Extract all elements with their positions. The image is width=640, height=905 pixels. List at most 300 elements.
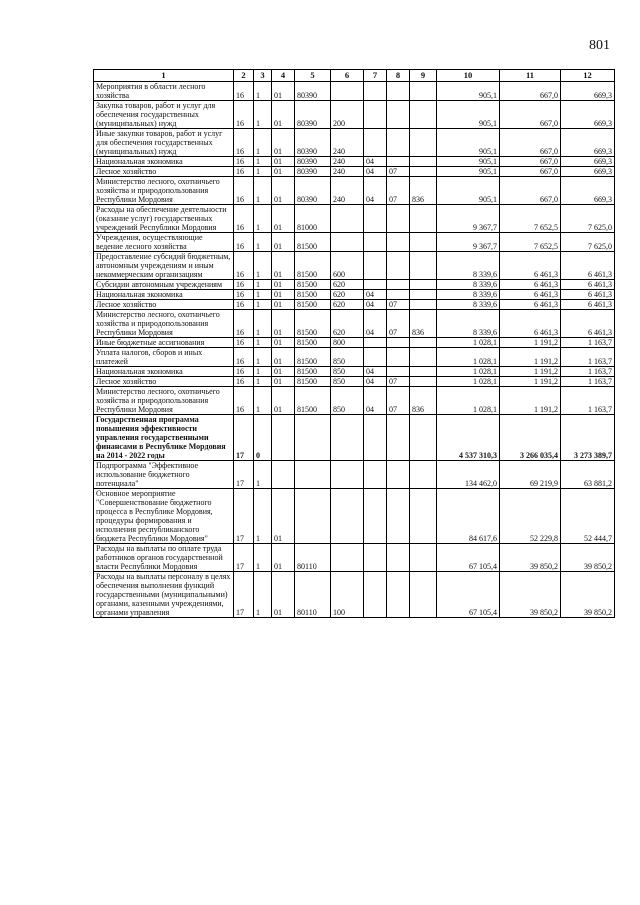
row-value-cell xyxy=(331,205,364,233)
row-value-cell: 3 273 389,7 xyxy=(561,415,615,461)
row-value-cell: 1 163,7 xyxy=(561,338,615,348)
row-value-cell xyxy=(364,338,387,348)
row-value-cell: 63 881,2 xyxy=(561,461,615,489)
row-value-cell: 1 163,7 xyxy=(561,367,615,377)
row-value-cell: 17 xyxy=(234,489,254,544)
row-name-cell: Расходы на выплаты персоналу в целях обеспечения выполнения функций государственными (муниципальными) органами, казенными учреждениями, органами управления xyxy=(94,572,234,618)
table-body xyxy=(94,82,615,618)
row-value-cell: 81500 xyxy=(295,233,331,252)
row-value-cell xyxy=(387,233,410,252)
row-value-cell: 04 xyxy=(364,177,387,205)
row-value-cell: 01 xyxy=(272,280,295,290)
row-value-cell: 667,0 xyxy=(500,82,561,101)
row-value-cell: 667,0 xyxy=(500,129,561,157)
row-value-cell: 04 xyxy=(364,157,387,167)
row-value-cell xyxy=(410,300,437,310)
row-value-cell xyxy=(387,157,410,167)
column-header: 7 xyxy=(364,70,387,82)
row-value-cell: 1 xyxy=(254,461,272,489)
row-name-cell: Закупка товаров, работ и услуг для обеспечения государственных (муниципальных) нужд xyxy=(94,101,234,129)
row-value-cell: 01 xyxy=(272,129,295,157)
row-value-cell xyxy=(364,415,387,461)
row-value-cell: 17 xyxy=(234,461,254,489)
row-value-cell xyxy=(410,489,437,544)
row-value-cell: 80390 xyxy=(295,82,331,101)
row-value-cell: 667,0 xyxy=(500,157,561,167)
row-value-cell xyxy=(364,489,387,544)
column-header: 2 xyxy=(234,70,254,82)
row-value-cell: 81500 xyxy=(295,338,331,348)
row-name-cell: Национальная экономика xyxy=(94,290,234,300)
table-row xyxy=(94,205,615,233)
row-value-cell: 52 444,7 xyxy=(561,489,615,544)
row-value-cell: 1 191,2 xyxy=(500,367,561,377)
row-value-cell: 836 xyxy=(410,177,437,205)
row-value-cell xyxy=(410,290,437,300)
table-row xyxy=(94,572,615,618)
row-value-cell: 240 xyxy=(331,177,364,205)
table-row xyxy=(94,415,615,461)
row-value-cell: 16 xyxy=(234,280,254,290)
row-value-cell: 669,3 xyxy=(561,129,615,157)
row-value-cell: 80390 xyxy=(295,129,331,157)
row-value-cell: 01 xyxy=(272,367,295,377)
row-value-cell: 81500 xyxy=(295,377,331,387)
column-header: 11 xyxy=(500,70,561,82)
row-value-cell: 6 461,3 xyxy=(500,280,561,290)
table-row xyxy=(94,157,615,167)
row-value-cell xyxy=(387,338,410,348)
row-value-cell xyxy=(410,544,437,572)
row-value-cell xyxy=(387,280,410,290)
row-name-cell: Лесное хозяйство xyxy=(94,377,234,387)
table-row xyxy=(94,167,615,177)
row-value-cell: 905,1 xyxy=(437,82,500,101)
row-value-cell: 67 105,4 xyxy=(437,544,500,572)
row-value-cell: 667,0 xyxy=(500,177,561,205)
row-value-cell xyxy=(410,348,437,367)
row-value-cell xyxy=(410,101,437,129)
row-value-cell: 669,3 xyxy=(561,157,615,167)
row-value-cell: 39 850,2 xyxy=(561,544,615,572)
row-value-cell: 1 xyxy=(254,367,272,377)
row-name-cell: Учреждения, осуществляющие ведение лесного хозяйства xyxy=(94,233,234,252)
row-value-cell: 1 xyxy=(254,101,272,129)
row-name-cell: Министерство лесного, охотничьего хозяйства и природопользования Республики Мордовия xyxy=(94,177,234,205)
row-value-cell: 1 xyxy=(254,157,272,167)
row-value-cell xyxy=(331,233,364,252)
column-header: 3 xyxy=(254,70,272,82)
row-name-cell: Расходы на обеспечение деятельности (оказание услуг) государственных учреждений Республики Мордовия xyxy=(94,205,234,233)
row-value-cell: 80390 xyxy=(295,157,331,167)
row-value-cell: 01 xyxy=(272,82,295,101)
row-value-cell xyxy=(364,280,387,290)
row-value-cell: 1 028,1 xyxy=(437,377,500,387)
row-value-cell xyxy=(387,367,410,377)
row-name-cell: Расходы на выплаты по оплате труда работников органов государственной власти Республики Мордовия xyxy=(94,544,234,572)
row-value-cell: 1 xyxy=(254,544,272,572)
row-value-cell: 1 xyxy=(254,572,272,618)
row-value-cell: 16 xyxy=(234,177,254,205)
row-value-cell: 04 xyxy=(364,290,387,300)
row-name-cell: Лесное хозяйство xyxy=(94,167,234,177)
row-value-cell xyxy=(387,205,410,233)
column-header: 9 xyxy=(410,70,437,82)
row-value-cell: 81500 xyxy=(295,300,331,310)
row-value-cell: 39 850,2 xyxy=(561,572,615,618)
row-value-cell: 620 xyxy=(331,290,364,300)
row-value-cell: 1 xyxy=(254,310,272,338)
row-value-cell xyxy=(387,101,410,129)
column-header: 10 xyxy=(437,70,500,82)
row-value-cell: 1 xyxy=(254,348,272,367)
row-value-cell xyxy=(387,252,410,280)
row-value-cell: 01 xyxy=(272,252,295,280)
row-value-cell: 134 462,0 xyxy=(437,461,500,489)
row-value-cell: 100 xyxy=(331,572,364,618)
table-row xyxy=(94,177,615,205)
row-value-cell: 16 xyxy=(234,129,254,157)
row-value-cell xyxy=(364,82,387,101)
table-row xyxy=(94,252,615,280)
row-value-cell xyxy=(387,82,410,101)
row-value-cell: 836 xyxy=(410,387,437,415)
row-value-cell: 04 xyxy=(364,377,387,387)
table-row xyxy=(94,348,615,367)
row-value-cell: 01 xyxy=(272,348,295,367)
row-value-cell: 81500 xyxy=(295,367,331,377)
row-value-cell: 1 163,7 xyxy=(561,387,615,415)
row-value-cell xyxy=(331,489,364,544)
row-value-cell: 01 xyxy=(272,167,295,177)
row-value-cell xyxy=(410,167,437,177)
table-row xyxy=(94,233,615,252)
row-value-cell: 80110 xyxy=(295,544,331,572)
row-value-cell xyxy=(295,415,331,461)
row-value-cell: 81500 xyxy=(295,348,331,367)
row-value-cell xyxy=(364,461,387,489)
row-value-cell: 04 xyxy=(364,387,387,415)
row-value-cell: 17 xyxy=(234,415,254,461)
row-value-cell xyxy=(410,82,437,101)
row-name-cell: Основное мероприятие "Совершенствование бюджетного процесса в Республике Мордовия, процедуры формирования и исполнения республиканского бюджета Республики Мордовия" xyxy=(94,489,234,544)
column-header: 4 xyxy=(272,70,295,82)
row-value-cell: 905,1 xyxy=(437,167,500,177)
row-value-cell xyxy=(331,415,364,461)
row-value-cell: 1 163,7 xyxy=(561,377,615,387)
row-value-cell xyxy=(364,205,387,233)
row-value-cell: 16 xyxy=(234,348,254,367)
row-value-cell xyxy=(295,489,331,544)
row-value-cell: 8 339,6 xyxy=(437,252,500,280)
row-value-cell xyxy=(295,461,331,489)
row-value-cell: 9 367,7 xyxy=(437,233,500,252)
row-value-cell: 850 xyxy=(331,387,364,415)
row-value-cell xyxy=(410,233,437,252)
row-value-cell: 81500 xyxy=(295,280,331,290)
table-row xyxy=(94,300,615,310)
row-value-cell: 07 xyxy=(387,167,410,177)
row-value-cell: 67 105,4 xyxy=(437,572,500,618)
row-value-cell: 1 028,1 xyxy=(437,367,500,377)
table-row xyxy=(94,367,615,377)
row-value-cell: 01 xyxy=(272,489,295,544)
row-value-cell: 01 xyxy=(272,290,295,300)
row-value-cell: 669,3 xyxy=(561,101,615,129)
row-value-cell xyxy=(364,101,387,129)
column-header: 12 xyxy=(561,70,615,82)
header-row xyxy=(94,70,615,82)
row-value-cell: 1 xyxy=(254,300,272,310)
row-value-cell: 600 xyxy=(331,252,364,280)
column-header: 1 xyxy=(94,70,234,82)
row-value-cell: 01 xyxy=(272,101,295,129)
row-value-cell xyxy=(272,415,295,461)
row-value-cell: 01 xyxy=(272,157,295,167)
row-value-cell: 6 461,3 xyxy=(561,280,615,290)
row-value-cell: 1 xyxy=(254,377,272,387)
row-name-cell: Министерство лесного, охотничьего хозяйства и природопользования Республики Мордовия xyxy=(94,387,234,415)
row-value-cell: 39 850,2 xyxy=(500,572,561,618)
row-value-cell: 16 xyxy=(234,310,254,338)
row-value-cell: 6 461,3 xyxy=(500,290,561,300)
row-value-cell xyxy=(387,290,410,300)
row-value-cell: 240 xyxy=(331,129,364,157)
row-value-cell: 1 xyxy=(254,489,272,544)
row-value-cell: 04 xyxy=(364,300,387,310)
row-value-cell: 4 537 310,3 xyxy=(437,415,500,461)
table-row xyxy=(94,387,615,415)
row-value-cell xyxy=(387,489,410,544)
row-value-cell: 6 461,3 xyxy=(500,310,561,338)
row-value-cell: 39 850,2 xyxy=(500,544,561,572)
row-value-cell: 80390 xyxy=(295,177,331,205)
row-value-cell: 7 652,5 xyxy=(500,233,561,252)
row-value-cell xyxy=(331,461,364,489)
row-value-cell: 1 xyxy=(254,280,272,290)
row-value-cell: 81000 xyxy=(295,205,331,233)
row-value-cell xyxy=(410,461,437,489)
row-value-cell xyxy=(331,544,364,572)
row-value-cell: 07 xyxy=(387,377,410,387)
row-value-cell xyxy=(364,252,387,280)
row-value-cell: 8 339,6 xyxy=(437,300,500,310)
row-value-cell: 905,1 xyxy=(437,177,500,205)
row-value-cell: 240 xyxy=(331,157,364,167)
row-value-cell: 669,3 xyxy=(561,82,615,101)
column-header: 8 xyxy=(387,70,410,82)
page-number: 801 xyxy=(589,38,610,53)
row-value-cell: 1 191,2 xyxy=(500,348,561,367)
row-value-cell: 240 xyxy=(331,167,364,177)
column-header: 6 xyxy=(331,70,364,82)
row-value-cell: 620 xyxy=(331,280,364,290)
row-value-cell: 620 xyxy=(331,300,364,310)
row-value-cell: 836 xyxy=(410,310,437,338)
row-value-cell xyxy=(410,280,437,290)
row-value-cell: 1 191,2 xyxy=(500,377,561,387)
row-value-cell: 80390 xyxy=(295,167,331,177)
table-row xyxy=(94,310,615,338)
row-name-cell: Министерство лесного, охотничьего хозяйства и природопользования Республики Мордовия xyxy=(94,310,234,338)
row-value-cell: 81500 xyxy=(295,252,331,280)
row-value-cell: 0 xyxy=(254,415,272,461)
table-row xyxy=(94,280,615,290)
row-value-cell: 16 xyxy=(234,252,254,280)
row-value-cell: 1 xyxy=(254,205,272,233)
row-value-cell xyxy=(410,338,437,348)
row-value-cell: 850 xyxy=(331,367,364,377)
row-value-cell: 6 461,3 xyxy=(561,290,615,300)
row-value-cell: 620 xyxy=(331,310,364,338)
row-value-cell: 1 xyxy=(254,290,272,300)
row-value-cell: 7 652,5 xyxy=(500,205,561,233)
row-name-cell: Субсидии автономным учреждениям xyxy=(94,280,234,290)
row-value-cell xyxy=(410,157,437,167)
row-value-cell xyxy=(387,348,410,367)
budget-table xyxy=(93,69,615,618)
row-value-cell: 6 461,3 xyxy=(500,252,561,280)
table-row xyxy=(94,461,615,489)
row-value-cell: 69 219,9 xyxy=(500,461,561,489)
row-value-cell: 1 191,2 xyxy=(500,338,561,348)
row-value-cell xyxy=(364,233,387,252)
row-value-cell xyxy=(387,129,410,157)
row-value-cell: 17 xyxy=(234,572,254,618)
table-row xyxy=(94,82,615,101)
row-value-cell: 04 xyxy=(364,310,387,338)
row-value-cell: 16 xyxy=(234,338,254,348)
row-value-cell: 1 028,1 xyxy=(437,338,500,348)
row-value-cell: 1 xyxy=(254,387,272,415)
row-value-cell xyxy=(410,252,437,280)
row-value-cell: 1 028,1 xyxy=(437,348,500,367)
row-name-cell: Национальная экономика xyxy=(94,157,234,167)
row-value-cell xyxy=(410,572,437,618)
row-value-cell: 16 xyxy=(234,101,254,129)
row-value-cell: 1 xyxy=(254,129,272,157)
row-name-cell: Мероприятия в области лесного хозяйства xyxy=(94,82,234,101)
row-value-cell: 16 xyxy=(234,82,254,101)
row-name-cell: Иные закупки товаров, работ и услуг для обеспечения государственных (муниципальных) нужд xyxy=(94,129,234,157)
row-value-cell: 81500 xyxy=(295,290,331,300)
row-value-cell: 669,3 xyxy=(561,177,615,205)
row-name-cell: Подпрограмма "Эффективное использование бюджетного потенциала" xyxy=(94,461,234,489)
table-row xyxy=(94,338,615,348)
row-value-cell: 07 xyxy=(387,387,410,415)
row-value-cell: 800 xyxy=(331,338,364,348)
row-value-cell: 850 xyxy=(331,377,364,387)
row-value-cell xyxy=(364,348,387,367)
row-value-cell: 1 xyxy=(254,252,272,280)
row-value-cell: 9 367,7 xyxy=(437,205,500,233)
row-value-cell: 80390 xyxy=(295,101,331,129)
row-value-cell: 1 xyxy=(254,82,272,101)
row-value-cell: 01 xyxy=(272,572,295,618)
row-value-cell: 01 xyxy=(272,310,295,338)
row-name-cell: Иные бюджетные ассигнования xyxy=(94,338,234,348)
row-value-cell: 01 xyxy=(272,338,295,348)
row-name-cell: Национальная экономика xyxy=(94,367,234,377)
row-value-cell: 667,0 xyxy=(500,101,561,129)
row-value-cell: 84 617,6 xyxy=(437,489,500,544)
row-value-cell: 905,1 xyxy=(437,101,500,129)
row-value-cell: 7 625,0 xyxy=(561,205,615,233)
row-value-cell: 850 xyxy=(331,348,364,367)
row-value-cell: 01 xyxy=(272,377,295,387)
row-value-cell: 1 xyxy=(254,167,272,177)
row-value-cell xyxy=(410,377,437,387)
row-value-cell: 1 028,1 xyxy=(437,387,500,415)
row-value-cell xyxy=(387,544,410,572)
row-value-cell: 16 xyxy=(234,377,254,387)
row-value-cell: 07 xyxy=(387,300,410,310)
table-row xyxy=(94,377,615,387)
row-value-cell: 16 xyxy=(234,387,254,415)
row-value-cell: 81500 xyxy=(295,387,331,415)
row-value-cell: 01 xyxy=(272,233,295,252)
row-value-cell: 905,1 xyxy=(437,157,500,167)
row-value-cell xyxy=(387,461,410,489)
row-value-cell xyxy=(387,415,410,461)
row-value-cell: 6 461,3 xyxy=(500,300,561,310)
row-value-cell: 04 xyxy=(364,367,387,377)
row-value-cell: 07 xyxy=(387,177,410,205)
row-value-cell: 80110 xyxy=(295,572,331,618)
row-value-cell: 16 xyxy=(234,167,254,177)
row-value-cell: 16 xyxy=(234,205,254,233)
row-value-cell: 01 xyxy=(272,205,295,233)
row-value-cell: 669,3 xyxy=(561,167,615,177)
row-value-cell: 7 625,0 xyxy=(561,233,615,252)
row-value-cell xyxy=(364,129,387,157)
table-row xyxy=(94,101,615,129)
row-value-cell: 1 163,7 xyxy=(561,348,615,367)
row-value-cell: 16 xyxy=(234,367,254,377)
row-name-cell: Предоставление субсидий бюджетным, автономным учреждениям и иным некоммерческим организациям xyxy=(94,252,234,280)
row-name-cell: Государственная программа повышения эффективности управления государственными финансами в Республике Мордовия на 2014 - 2022 годы xyxy=(94,415,234,461)
row-value-cell: 3 266 035,4 xyxy=(500,415,561,461)
row-value-cell: 07 xyxy=(387,310,410,338)
row-value-cell: 667,0 xyxy=(500,167,561,177)
row-value-cell: 16 xyxy=(234,157,254,167)
row-value-cell xyxy=(331,82,364,101)
row-value-cell: 905,1 xyxy=(437,129,500,157)
table-row xyxy=(94,129,615,157)
row-value-cell: 16 xyxy=(234,300,254,310)
row-value-cell xyxy=(387,572,410,618)
row-value-cell: 16 xyxy=(234,233,254,252)
row-value-cell: 16 xyxy=(234,290,254,300)
row-value-cell: 1 xyxy=(254,177,272,205)
row-value-cell xyxy=(410,367,437,377)
row-value-cell: 01 xyxy=(272,177,295,205)
row-value-cell: 8 339,6 xyxy=(437,290,500,300)
row-value-cell: 81500 xyxy=(295,310,331,338)
row-value-cell xyxy=(410,129,437,157)
row-value-cell: 01 xyxy=(272,300,295,310)
column-header: 5 xyxy=(295,70,331,82)
row-value-cell: 52 229,8 xyxy=(500,489,561,544)
row-value-cell: 6 461,3 xyxy=(561,252,615,280)
table-row xyxy=(94,290,615,300)
row-value-cell xyxy=(364,544,387,572)
row-value-cell: 6 461,3 xyxy=(561,300,615,310)
row-value-cell: 1 xyxy=(254,338,272,348)
row-value-cell: 1 xyxy=(254,233,272,252)
row-name-cell: Лесное хозяйство xyxy=(94,300,234,310)
row-value-cell xyxy=(410,415,437,461)
